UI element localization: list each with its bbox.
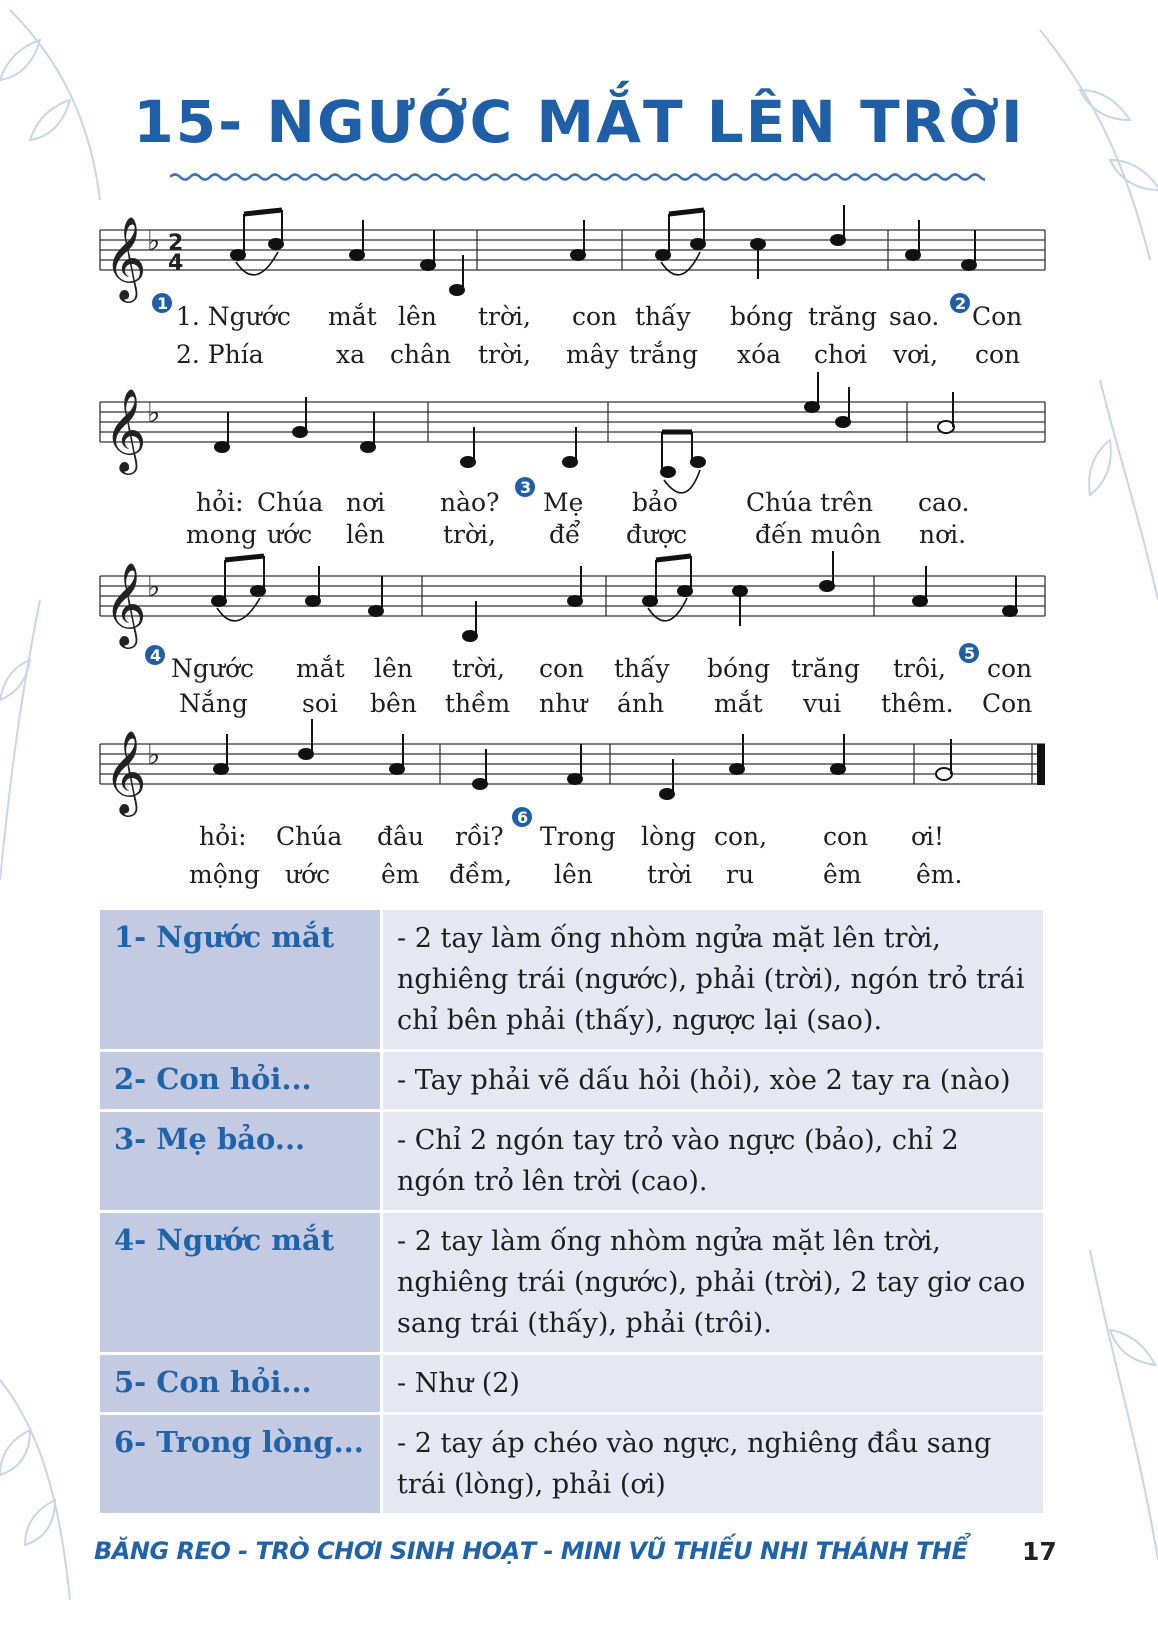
lyric: mây [566,340,619,369]
action-key: 2- Con hỏi... [99,1051,382,1111]
staff-2 [100,402,1045,442]
lyric: đềm, [449,860,513,889]
svg-text:♭: ♭ [147,738,161,771]
lyric: vui [803,689,842,718]
lyric: trời, [452,654,505,683]
lyric: bóng [707,654,771,683]
lyric: ru [726,860,755,889]
svg-text:6: 6 [517,808,529,827]
table-row [99,909,1045,1051]
lyric: chơi [814,340,868,369]
lyric: bảo [632,488,678,517]
action-text: - 2 tay làm ống nhòm ngửa mặt lên trời, nghiêng trái (ngước), phải (trời), ngón trỏ trái chỉ bên phải (thấy), ngược lại (sao). [382,909,1045,1051]
lyric: lên [374,654,413,683]
treble-clef: 𝄞 [104,215,147,299]
lyric: như [539,689,588,718]
lyric: nào? [440,488,500,517]
lyric: Mẹ [543,488,584,517]
lyric: để [549,520,581,549]
table-row [99,1414,1045,1515]
lyric: thêm. [881,689,954,718]
lyric: Ngước [171,654,255,683]
lyric: thấy [614,654,670,683]
lyric: thấy [635,302,691,331]
lyric: con [975,340,1021,369]
lyric: êm [823,860,862,889]
lyric: 2. Phía [176,340,264,369]
lyric: ánh [617,689,665,718]
lyric: soi [302,689,338,718]
lyric: rồi? [455,822,504,851]
lyric: trăng [791,654,861,683]
table-row [99,1212,1045,1354]
action-text: - 2 tay làm ống nhòm ngửa mặt lên trời, nghiêng trái (ngước), phải (trời), 2 tay giơ cao sang trái (thấy), phải (trôi). [382,1212,1045,1354]
lyric: con [572,302,618,331]
lyric: con, [714,822,768,851]
lyric: êm. [916,860,963,889]
footer-title: BĂNG REO - TRÒ CHƠI SINH HOẠT - MINI VŨ THIẾU NHI THÁNH THỂ [94,1537,968,1565]
lyric: sao. [889,302,940,331]
lyric: đâu [377,822,425,851]
lyric: nơi. [919,520,967,549]
lyric: chân [390,340,452,369]
lyric: Chúa trên [746,488,874,517]
table-row [99,1111,1045,1212]
lyric: mắt [296,654,345,683]
lyric: vơi, [893,340,939,369]
table-row [99,1354,1045,1414]
lyric: trời [647,860,693,889]
lyric: trời, [478,302,531,331]
lyric: Nắng [179,689,248,718]
lyric: con [539,654,585,683]
time-sig-top: 2 [168,231,184,256]
lyric: trời, [443,520,496,549]
svg-text:1: 1 [157,294,169,313]
action-text: - 2 tay áp chéo vào ngực, nghiêng đầu sang trái (lòng), phải (ơi) [382,1414,1045,1515]
svg-text:♭: ♭ [147,224,161,257]
lyric: được [626,520,688,549]
lyric: trôi, [893,654,946,683]
lyric: êm [381,860,420,889]
lyric: 1. Ngước [176,302,291,331]
lyric: lòng [641,822,697,851]
lyric: hỏi: [199,822,247,851]
svg-text:5: 5 [964,644,976,663]
lyric: mắt [714,689,763,718]
lyric: ơi! [911,822,945,851]
lyric: trời, [478,340,531,369]
lyric: nơi [346,488,386,517]
lyric: lên [554,860,593,889]
svg-text:2: 2 [955,294,967,313]
lyric: con [987,654,1033,683]
lyric: trăng [808,302,878,331]
action-text: - Tay phải vẽ dấu hỏi (hỏi), xòe 2 tay ra (nào) [382,1051,1045,1111]
action-key: 5- Con hỏi... [99,1354,382,1414]
svg-text:4: 4 [150,646,162,665]
lyric: ước [285,860,331,889]
svg-text:𝄞: 𝄞 [104,729,147,813]
action-text: - Chỉ 2 ngón tay trỏ vào ngực (bảo), chỉ 2 ngón trỏ lên trời (cao). [382,1111,1045,1212]
lyric: con [823,822,869,851]
actions-table [97,907,1046,1516]
action-key: 6- Trong lòng... [99,1414,382,1515]
action-text: - Như (2) [382,1354,1045,1414]
action-key: 1- Ngước mắt [99,909,382,1051]
lyric: lên [346,520,385,549]
lyric: hỏi: [196,488,244,517]
lyric: xóa [737,340,782,369]
lyric: Trong [540,822,616,851]
lyric: Chúa [257,488,324,517]
svg-text:𝄞: 𝄞 [104,561,147,645]
table-row [99,1051,1045,1111]
action-key: 3- Mẹ bảo... [99,1111,382,1212]
lyric: Chúa [276,822,343,851]
lyric: thềm [445,689,511,718]
lyric: cao. [918,488,970,517]
svg-text:3: 3 [520,478,532,497]
svg-text:♭: ♭ [147,396,161,429]
svg-text:♭: ♭ [147,570,161,603]
time-sig-bottom: 4 [168,251,184,276]
lyric: xa [336,340,366,369]
lyric: ước [267,520,313,549]
lyric: Con [972,302,1023,331]
lyric: bóng [730,302,794,331]
lyric: Con [982,689,1033,718]
svg-text:𝄞: 𝄞 [104,387,147,471]
lyric: mắt [328,302,377,331]
lyric: mộng [189,860,260,889]
page-title: 15- NGƯỚC MẮT LÊN TRỜI [133,88,1025,156]
lyric: mong [186,520,257,549]
page-number: 17 [1022,1537,1057,1566]
lyric: lên [398,302,437,331]
lyric: trắng [629,340,699,369]
lyric: bên [370,689,417,718]
lyric: đến muôn [755,520,882,549]
action-key: 4- Ngước mắt [99,1212,382,1354]
